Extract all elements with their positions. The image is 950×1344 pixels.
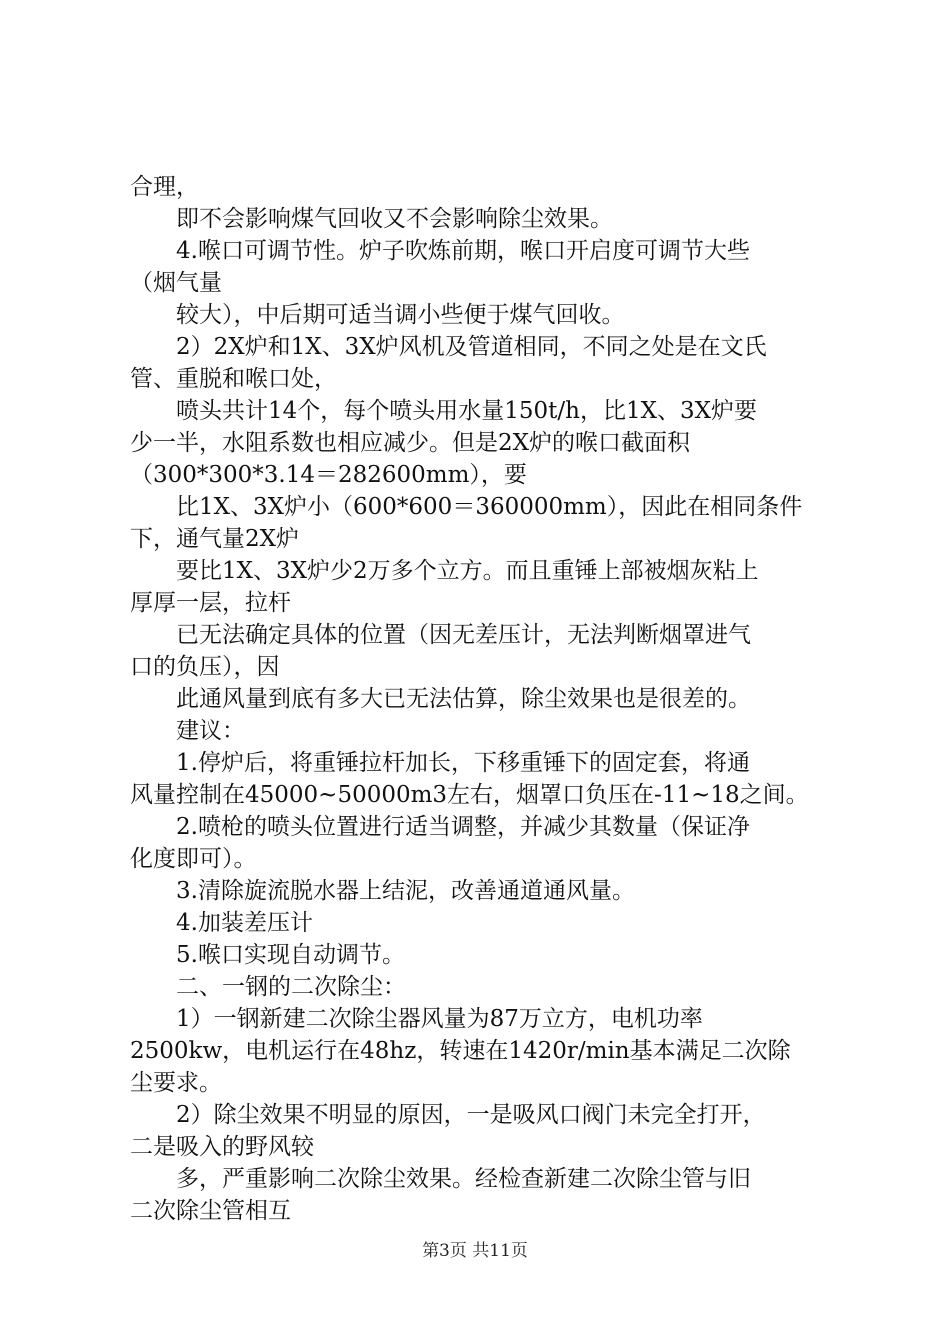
text-line: 1）一钢新建二次除尘器风量为87万立方，电机功率 bbox=[130, 1006, 703, 1032]
text-line: 化度即可）。 bbox=[130, 846, 257, 872]
page-number-footer: 第3页 共11页 bbox=[422, 1241, 528, 1261]
text-line: 厚厚一层，拉杆 bbox=[130, 590, 291, 616]
text-line: 较大），中后期可适当调小些便于煤气回收。 bbox=[130, 302, 625, 328]
text-line: 比1X、3X炉小（600*600＝360000mm），因此在相同条件 bbox=[130, 494, 803, 520]
text-line: 喷头共计14个，每个喷头用水量150t/h，比1X、3X炉要 bbox=[130, 398, 757, 424]
text-line: 尘要求。 bbox=[130, 1070, 222, 1096]
text-line: （烟气量 bbox=[130, 270, 222, 296]
text-line: 二、一钢的二次除尘： bbox=[130, 974, 406, 1000]
text-line: 风量控制在45000~50000m3左右，烟罩口负压在-11~18之间。 bbox=[130, 782, 809, 808]
text-line: 下，通气量2X炉 bbox=[130, 526, 300, 552]
text-line: 3.清除旋流脱水器上结泥，改善通道通风量。 bbox=[130, 878, 635, 904]
text-line: 建议： bbox=[130, 718, 245, 744]
text-line: 合理， bbox=[130, 174, 199, 200]
text-line: 二次除尘管相互 bbox=[130, 1198, 291, 1224]
text-line: （300*300*3.14＝282600mm），要 bbox=[130, 462, 527, 488]
text-line: 2500kw，电机运行在48hz，转速在1420r/min基本满足二次除 bbox=[130, 1038, 791, 1064]
text-line: 少一半，水阻系数也相应减少。但是2X炉的喉口截面积 bbox=[130, 430, 691, 456]
text-line: 4.加装差压计 bbox=[130, 910, 313, 936]
text-line: 2）2X炉和1X、3X炉风机及管道相同，不同之处是在文氏 bbox=[130, 334, 767, 360]
text-line: 已无法确定具体的位置（因无差压计，无法判断烟罩进气 bbox=[130, 622, 751, 648]
text-line: 1.停炉后，将重锤拉杆加长，下移重锤下的固定套，将通 bbox=[130, 750, 750, 776]
document-body bbox=[130, 171, 835, 1227]
text-line: 2）除尘效果不明显的原因，一是吸风口阀门未完全打开， bbox=[130, 1102, 766, 1128]
text-line: 4.喉口可调节性。炉子吹炼前期，喉口开启度可调节大些 bbox=[130, 238, 750, 264]
text-line: 即不会影响煤气回收又不会影响除尘效果。 bbox=[130, 206, 613, 232]
text-line: 要比1X、3X炉少2万多个立方。而且重锤上部被烟灰粘上 bbox=[130, 558, 759, 584]
text-line: 此通风量到底有多大已无法估算，除尘效果也是很差的。 bbox=[130, 686, 751, 712]
text-line: 5.喉口实现自动调节。 bbox=[130, 942, 405, 968]
text-line: 多，严重影响二次除尘效果。经检查新建二次除尘管与旧 bbox=[130, 1166, 751, 1192]
text-line: 二是吸入的野风较 bbox=[130, 1134, 314, 1160]
text-line: 管、重脱和喉口处， bbox=[130, 366, 337, 392]
text-line: 2.喷枪的喷头位置进行适当调整，并减少其数量（保证净 bbox=[130, 814, 750, 840]
text-line: 口的负压），因 bbox=[130, 654, 280, 680]
